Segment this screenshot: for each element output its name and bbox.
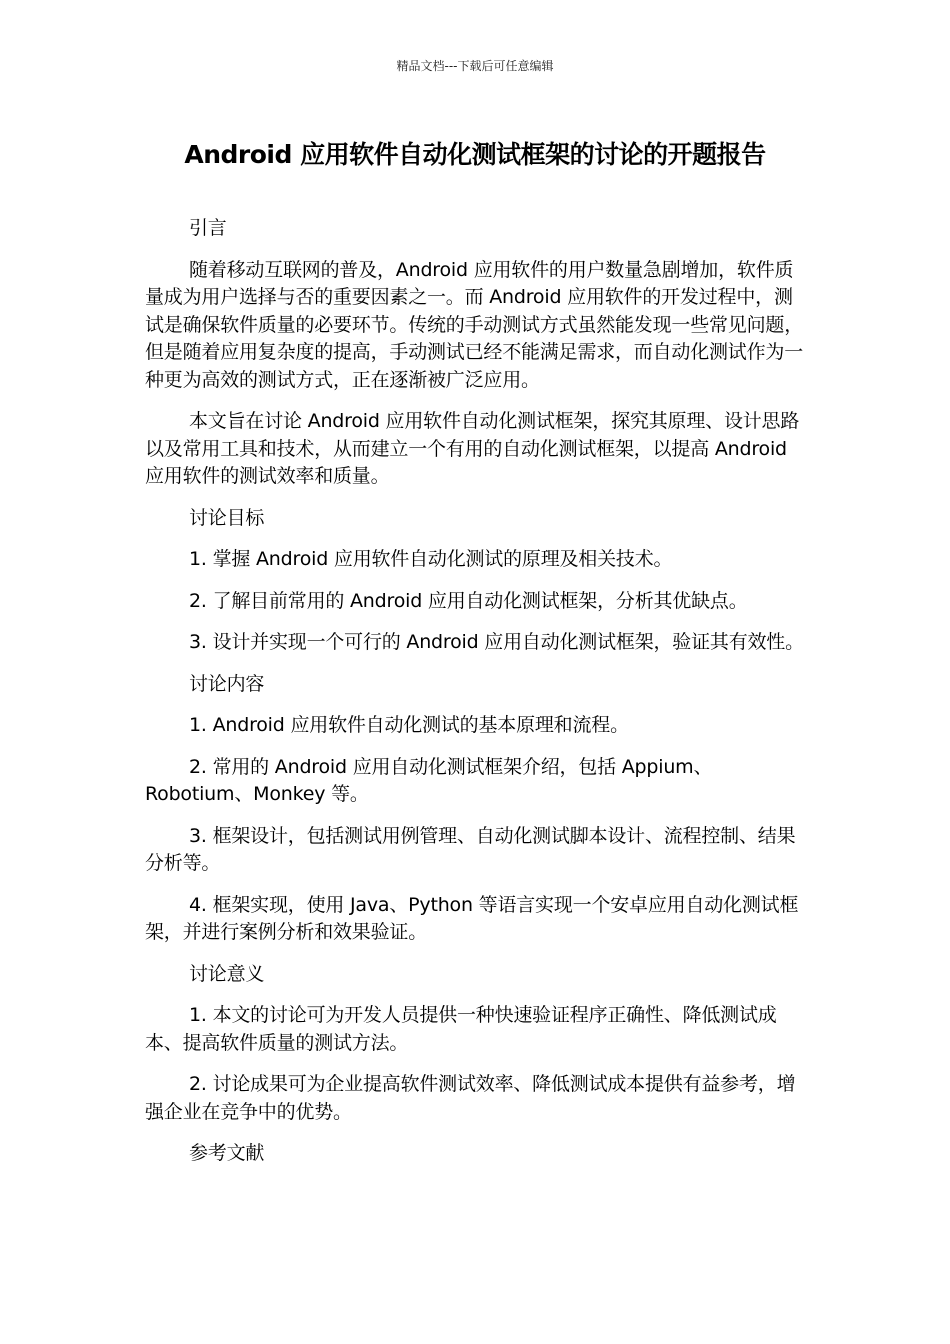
list-item-content-2: 2. 常用的 Android 应用自动化测试框架介绍，包括 Appium、Robotium、Monkey 等。 (145, 755, 713, 805)
paragraph-intro-1: 随着移动互联网的普及，Android 应用软件的用户数量急剧增加，软件质量成为用户选择与否的重要因素之一。而 Android 应用软件的开发过程中，测试是确保软件质量的必要环节。传统的手动测试方式虽然能发现一些常见问题，但是随着应用复杂度的提高，手动测试已经不能满足需求，而自动化测试作为一种更为高效的测试方式，正在逐渐被广泛应用。 (145, 258, 804, 391)
list-item-goal-3: 3. 设计并实现一个可行的 Android 应用自动化测试框架，验证其有效性。 (189, 631, 804, 653)
document-body (145, 215, 810, 1182)
list-item-content-3: 3. 框架设计，包括测试用例管理、自动化测试脚本设计、流程控制、结果分析等。 (145, 824, 796, 874)
section-heading-content: 讨论内容 (189, 672, 265, 695)
section-heading-significance: 讨论意义 (189, 962, 265, 985)
document-title: Android 应用软件自动化测试框架的讨论的开题报告 (184, 140, 766, 169)
list-item-content-4: 4. 框架实现，使用 Java、Python 等语言实现一个安卓应用自动化测试框架，并进行案例分析和效果验证。 (145, 893, 799, 943)
page-header-note: 精品文档---下载后可任意编辑 (396, 59, 554, 73)
list-item-significance-1: 1. 本文的讨论可为开发人员提供一种快速验证程序正确性、降低测试成本、提高软件质量的测试方法。 (145, 1004, 777, 1054)
section-heading-references: 参考文献 (189, 1142, 265, 1164)
list-item-significance-2: 2. 讨论成果可为企业提高软件测试效率、降低测试成本提供有益参考，增强企业在竞争中的优势。 (145, 1073, 796, 1123)
list-item-goal-2: 2. 了解目前常用的 Android 应用自动化测试框架，分析其优缺点。 (189, 589, 748, 612)
section-heading-goals: 讨论目标 (189, 506, 265, 529)
section-heading-introduction: 引言 (189, 217, 227, 239)
list-item-content-1: 1. Android 应用软件自动化测试的基本原理和流程。 (189, 714, 629, 736)
paragraph-intro-2: 本文旨在讨论 Android 应用软件自动化测试框架，探究其原理、设计思路以及常用工具和技术，从而建立一个有用的自动化测试框架，以提高 Android 应用软件的测试效率和质量。 (145, 410, 800, 487)
list-item-goal-1: 1. 掌握 Android 应用软件自动化测试的原理及相关技术。 (189, 548, 673, 570)
